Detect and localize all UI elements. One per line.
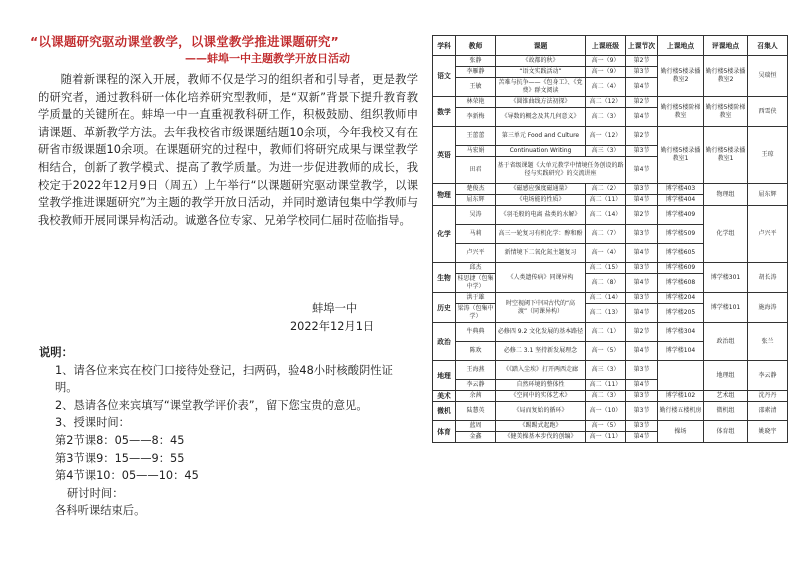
research-heading: 研讨时间： xyxy=(67,486,124,500)
review-location-cell: 政治组 xyxy=(704,323,748,361)
teacher-cell: 洪于雄 xyxy=(456,293,496,304)
class-cell: 高一（12） xyxy=(586,127,626,146)
teacher-cell: 屈东辉 xyxy=(456,195,496,206)
note-3: 3、授课时间： xyxy=(55,416,130,430)
page-subtitle: ——蚌埠一中主题教学开放日活动 xyxy=(185,52,350,65)
table-row xyxy=(433,421,788,432)
period-cell: 第3节 xyxy=(626,293,658,304)
teacher-cell: 陈欢 xyxy=(456,342,496,361)
convener-cell: 施海涛 xyxy=(748,293,788,323)
convener-cell: 张兰 xyxy=(748,323,788,361)
table-row xyxy=(433,361,788,380)
notes-section xyxy=(39,344,415,520)
topic-cell: 《电场能的性质》 xyxy=(496,195,586,206)
location-cell: 博学楼404 xyxy=(658,195,704,206)
teacher-cell: 梁涛（包集中学） xyxy=(456,304,496,323)
subject-cell: 语文 xyxy=(433,56,456,97)
convener-cell: 卢兴平 xyxy=(748,206,788,263)
location-cell: 博学楼104 xyxy=(658,342,704,361)
period-cell: 第4节 xyxy=(626,195,658,206)
period-cell: 第3节 xyxy=(626,225,658,244)
location-cell: 博学楼102 xyxy=(658,391,704,402)
period-cell: 第4节 xyxy=(626,108,658,127)
teacher-cell: 马宏娟 xyxy=(456,146,496,157)
invitation-paragraph: 随着新课程的深入开展，教师不仅是学习的组织者和引导者，更是教学的研究者，通过教科研一体化培养研究型教师，是“双新”背景下提升教育教学质量的关键所在。蚌埠一中一直重视教科研工作，积极鼓励、组织教师申请课题、革新教学方法。去年我校省市级课题结题10余项，今年我校又有在研省市级课题10余项。在课题研究的过程中，教师们将研究成果与课堂教学相结合，创新了教学模式、提高了教学质量。为进一步促进教师的成长，我校定于2022年12月9日（周五）上午举行“以课题研究驱动课堂教学，以课堂教学推进课题研究”为主题的教学开放日活动，并同时邀请包集中学教师与我校教师开展同课异构活动。诚邀各位专家、兄弟学校同仁届时莅临指导。 xyxy=(38,73,418,227)
topic-cell: 自然环境的整体性 xyxy=(496,380,586,391)
convener-cell: 王琼 xyxy=(748,127,788,184)
signature-date: 2022年12月1日 xyxy=(290,320,375,333)
class-cell: 高二（4） xyxy=(586,78,626,97)
topic-cell: 《局而复始的循环》 xyxy=(496,402,586,421)
convener-cell: 吴瑞恒 xyxy=(748,56,788,97)
table-row xyxy=(433,293,788,304)
table-header-row xyxy=(433,36,788,56)
header-cell: 上课地点 xyxy=(658,36,704,56)
location-cell: 操场 xyxy=(658,421,704,443)
class-cell: 高二（11） xyxy=(586,195,626,206)
location-cell: 博学楼608 xyxy=(658,274,704,293)
time-slot-2: 第3节课9：15——9：55 xyxy=(55,451,185,465)
table-row xyxy=(433,391,788,402)
subject-cell: 英语 xyxy=(433,127,456,184)
topic-cell: 必修四 9.2 文化发展的基本路径 xyxy=(496,323,586,342)
review-location-cell: 博学楼101 xyxy=(704,293,748,323)
class-cell: 高三（3） xyxy=(586,361,626,380)
period-cell: 第4节 xyxy=(626,157,658,184)
teacher-cell: 王敏 xyxy=(456,78,496,97)
period-cell: 第2节 xyxy=(626,56,658,67)
topic-cell: 《踢踢式起跑》 xyxy=(496,421,586,432)
convener-cell: 李云静 xyxy=(748,361,788,391)
header-cell: 评课地点 xyxy=(704,36,748,56)
table-row xyxy=(433,97,788,108)
class-cell: 高一（11） xyxy=(586,432,626,443)
review-location-cell: 勤行楼5楼阶梯教室 xyxy=(704,97,748,127)
review-location-cell: 博学楼301 xyxy=(704,263,748,293)
topic-cell: 《磁感应强度磁通量》 xyxy=(496,184,586,195)
review-location-cell: 物理组 xyxy=(704,184,748,206)
teacher-cell: 楚俊杰 xyxy=(456,184,496,195)
teacher-cell: 马莉 xyxy=(456,225,496,244)
schedule-table xyxy=(432,35,788,443)
header-cell: 上课节次 xyxy=(626,36,658,56)
note-1: 1、请各位来宾在校门口接待处登记，扫两码，验48小时核酸阴性证明。 xyxy=(55,363,393,395)
teacher-cell: 李新梅 xyxy=(456,108,496,127)
time-slot-3: 第4节课10：05——10：45 xyxy=(55,469,199,483)
convener-cell: 胡长涛 xyxy=(748,263,788,293)
teacher-cell: 李云静 xyxy=(456,380,496,391)
topic-cell: 《羽毛般的电离 盐类的水解》 xyxy=(496,206,586,225)
period-cell: 第3节 xyxy=(626,361,658,380)
class-cell: 高一（5） xyxy=(586,421,626,432)
subject-cell: 美术 xyxy=(433,391,456,402)
topic-cell: 苦难与抗争——《包身工》、《党费》群文阅读 xyxy=(496,78,586,97)
period-cell: 第2节 xyxy=(626,127,658,146)
teacher-cell: 王蕾蕾 xyxy=(456,127,496,146)
subject-cell: 微机 xyxy=(433,402,456,421)
class-cell: 高一（4） xyxy=(586,244,626,263)
notes-heading: 说明： xyxy=(39,346,73,359)
period-cell: 第3节 xyxy=(626,402,658,421)
teacher-cell: 吴涛 xyxy=(456,206,496,225)
period-cell: 第3节 xyxy=(626,184,658,195)
period-cell: 第4节 xyxy=(626,274,658,293)
subject-cell: 政治 xyxy=(433,323,456,361)
location-cell: 博学楼205 xyxy=(658,304,704,323)
subject-cell: 化学 xyxy=(433,206,456,263)
period-cell: 第3节 xyxy=(626,263,658,274)
header-cell: 教师 xyxy=(456,36,496,56)
table-row xyxy=(433,56,788,67)
table-row xyxy=(433,206,788,225)
topic-cell: 必修二 3.1 坚持新发展理念 xyxy=(496,342,586,361)
class-cell: 高二（3） xyxy=(586,391,626,402)
period-cell: 第2节 xyxy=(626,97,658,108)
subject-cell: 数学 xyxy=(433,97,456,127)
review-location-cell: 勤行楼5楼录播教室2 xyxy=(704,56,748,97)
subject-cell: 生物 xyxy=(433,263,456,293)
topic-cell: 第三单元 Food and Culture xyxy=(496,127,586,146)
teacher-cell: 李雁静 xyxy=(456,67,496,78)
location-cell: 勤行楼5楼录播教室2 xyxy=(658,56,704,97)
signature-organization: 蚌埠一中 xyxy=(312,302,358,315)
location-cell xyxy=(658,361,704,391)
location-cell: 博学楼409 xyxy=(658,206,704,225)
topic-cell: Continuation Writing xyxy=(496,146,586,157)
table-row xyxy=(433,402,788,421)
location-cell: 博学楼509 xyxy=(658,225,704,244)
period-cell: 第4节 xyxy=(626,342,658,361)
period-cell: 第3节 xyxy=(626,146,658,157)
time-slot-1: 第2节课8：05——8：45 xyxy=(55,433,185,447)
topic-cell: “语文实践活动” xyxy=(496,67,586,78)
convener-cell: 邵素清 xyxy=(748,402,788,421)
period-cell: 第3节 xyxy=(626,421,658,432)
topic-cell: 基于省级课题《大单元教学中情境任务创设的路径与实践研究》的交流讲座 xyxy=(496,157,626,184)
review-location-cell: 艺术组 xyxy=(704,391,748,402)
class-cell: 高一（5） xyxy=(586,342,626,361)
class-cell: 高二（14） xyxy=(586,206,626,225)
teacher-cell: 林荣艳 xyxy=(456,97,496,108)
topic-cell: 新情境下二氧化氮主题复习 xyxy=(496,244,586,263)
topic-cell: 高三一轮复习有机化学：醇和酚 xyxy=(496,225,586,244)
topic-cell: 《人类遗传病》同课异构 xyxy=(496,263,586,293)
teacher-cell: 牛典典 xyxy=(456,323,496,342)
teacher-cell: 卢兴平 xyxy=(456,244,496,263)
review-location-cell: 地理组 xyxy=(704,361,748,391)
location-cell: 博学楼403 xyxy=(658,184,704,195)
location-cell: 博学楼304 xyxy=(658,323,704,342)
class-cell: 高一（9） xyxy=(586,56,626,67)
table-row xyxy=(433,127,788,146)
class-cell: 高二（8） xyxy=(586,274,626,293)
table-row xyxy=(433,323,788,342)
topic-cell: 《故都的秋》 xyxy=(496,56,586,67)
table-row xyxy=(433,184,788,195)
convener-cell: 西雪侠 xyxy=(748,97,788,127)
teacher-cell: 张静 xyxy=(456,56,496,67)
class-cell: 高三（3） xyxy=(586,146,626,157)
location-cell: 博学楼609 xyxy=(658,263,704,274)
subject-cell: 历史 xyxy=(433,293,456,323)
convener-cell: 屈东辉 xyxy=(748,184,788,206)
topic-cell: 《《踏入尘埃》打开两西走廊 xyxy=(496,361,586,380)
teacher-cell: 陆慧英 xyxy=(456,402,496,421)
period-cell: 第4节 xyxy=(626,304,658,323)
period-cell: 第4节 xyxy=(626,432,658,443)
period-cell: 第4节 xyxy=(626,78,658,97)
teacher-cell: 田君 xyxy=(456,157,496,184)
teacher-cell: 邱杰 xyxy=(456,263,496,274)
table-row xyxy=(433,263,788,274)
topic-cell: 《空间中的实体艺术》 xyxy=(496,391,586,402)
class-cell: 高二（13） xyxy=(586,304,626,323)
teacher-cell: 蓝周 xyxy=(456,421,496,432)
review-location-cell: 微机组 xyxy=(704,402,748,421)
teacher-cell: 金鑫 xyxy=(456,432,496,443)
class-cell: 高二（11） xyxy=(586,380,626,391)
period-cell: 第3节 xyxy=(626,67,658,78)
period-cell: 第4节 xyxy=(626,244,658,263)
subject-cell: 地理 xyxy=(433,361,456,391)
page-title: “以课题研究驱动课堂教学，以课堂教学推进课题研究” xyxy=(30,34,339,49)
location-cell: 勤行楼5楼录播教室1 xyxy=(658,127,704,184)
class-cell: 高二（7） xyxy=(586,225,626,244)
note-2: 2、恳请各位来宾填写“课堂教学评价表”，留下您宝贵的意见。 xyxy=(55,398,368,412)
convener-cell: 姚晓宇 xyxy=(748,421,788,443)
period-cell: 第2节 xyxy=(626,323,658,342)
period-cell: 第4节 xyxy=(626,380,658,391)
class-cell: 高二（14） xyxy=(586,293,626,304)
subject-cell: 物理 xyxy=(433,184,456,206)
topic-cell: 《圆锥曲线方法初探》 xyxy=(496,97,586,108)
period-cell: 第2节 xyxy=(626,206,658,225)
review-location-cell: 化学组 xyxy=(704,206,748,263)
header-cell: 上课班级 xyxy=(586,36,626,56)
teacher-cell: 余茜 xyxy=(456,391,496,402)
class-cell: 高二（1） xyxy=(586,323,626,342)
research-text: 各科听课结束后。 xyxy=(55,504,146,518)
period-cell: 第3节 xyxy=(626,391,658,402)
class-cell: 高二（3） xyxy=(586,108,626,127)
teacher-cell: 桂思捷（包集中学） xyxy=(456,274,496,293)
review-location-cell: 勤行楼5楼录播教室1 xyxy=(704,127,748,184)
topic-cell: 时空视阈下中国古代的“高渡”（同课异构） xyxy=(496,293,586,323)
location-cell: 博学楼605 xyxy=(658,244,704,263)
class-cell: 高一（9） xyxy=(586,67,626,78)
teacher-cell: 王海燕 xyxy=(456,361,496,380)
topic-cell: 《导数的概念及其几何意义》 xyxy=(496,108,586,127)
header-cell: 课题 xyxy=(496,36,586,56)
header-cell: 学科 xyxy=(433,36,456,56)
location-cell: 博学楼204 xyxy=(658,293,704,304)
schedule-table-wrap xyxy=(432,35,787,443)
topic-cell: 《健美操基本步伐的创编》 xyxy=(496,432,586,443)
location-cell: 勤行楼5楼阶梯教室 xyxy=(658,97,704,127)
header-cell: 召集人 xyxy=(748,36,788,56)
review-location-cell: 体育组 xyxy=(704,421,748,443)
class-cell: 高二（15） xyxy=(586,263,626,274)
class-cell: 高二（2） xyxy=(586,184,626,195)
location-cell: 勤行楼五楼机房 xyxy=(658,402,704,421)
subject-cell: 体育 xyxy=(433,421,456,443)
class-cell: 高一（10） xyxy=(586,402,626,421)
class-cell: 高二（12） xyxy=(586,97,626,108)
convener-cell: 沈丹丹 xyxy=(748,391,788,402)
